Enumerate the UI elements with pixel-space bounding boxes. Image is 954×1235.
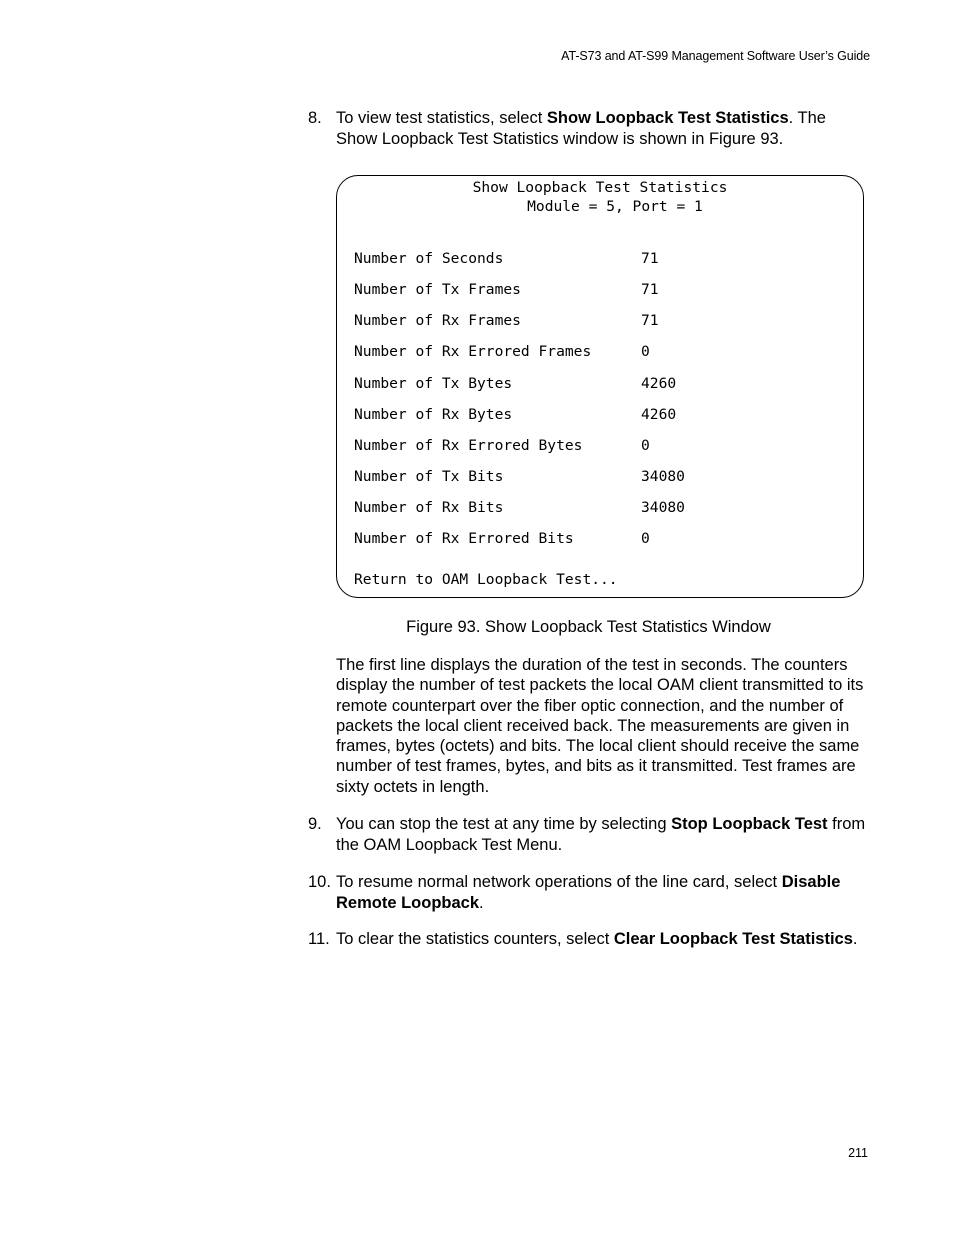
step-number: 9. [308, 815, 322, 833]
stat-value: 71 [641, 281, 659, 298]
page-number: 211 [848, 1146, 868, 1160]
stat-label: Number of Rx Errored Frames [354, 343, 592, 360]
step-number: 10. [308, 873, 331, 891]
step-text-pre: To view test statistics, select [336, 109, 547, 127]
step-text-post: . [852, 930, 858, 948]
stat-label: Number of Tx Frames [354, 281, 521, 298]
stat-value: 71 [641, 312, 659, 329]
step-text-post: from the OAM Loopback Test Menu. [336, 815, 866, 854]
stat-label: Number of Seconds [354, 250, 504, 267]
step-text-pre: To clear the statistics counters, select [336, 930, 614, 948]
stat-label: Number of Rx Bits [354, 499, 504, 516]
step-text-pre: You can stop the test at any time by selecting [336, 815, 672, 833]
step-bold-term: Show Loopback Test Statistics [546, 109, 789, 127]
step-text [336, 929, 868, 950]
stat-value: 4260 [641, 375, 677, 392]
stat-label: Number of Tx Bytes [354, 375, 513, 392]
step-number: 11. [308, 930, 330, 948]
return-menu-option[interactable]: Return to OAM Loopback Test... [354, 571, 618, 588]
stat-value: 34080 [641, 499, 685, 516]
stat-value: 0 [641, 437, 650, 454]
stat-value: 34080 [641, 468, 685, 485]
loopback-statistics-window [336, 175, 864, 598]
step-text-post: . [479, 893, 484, 912]
stat-value: 0 [641, 343, 650, 360]
window-title: Show Loopback Test Statistics [472, 179, 728, 196]
step-10 [308, 872, 868, 913]
stat-label: Number of Rx Bytes [354, 406, 513, 423]
step-11 [308, 929, 868, 950]
stat-label: Number of Rx Errored Bytes [354, 437, 583, 454]
step-8 [308, 108, 868, 149]
stat-value: 0 [641, 530, 650, 547]
step-text-pre: To resume normal network operations of the line card, select [336, 873, 782, 891]
step-bold-term: Clear Loopback Test Statistics [613, 930, 853, 948]
stat-value: 71 [641, 250, 659, 267]
step-bold-term: Stop Loopback Test [671, 815, 828, 833]
step-text [336, 814, 868, 855]
step-9 [308, 814, 868, 855]
step-text [336, 108, 868, 149]
stat-label: Number of Rx Frames [354, 312, 521, 329]
explanation-paragraph: The first line displays the duration of the test in seconds. The counters display the number of test packets the local OAM client transmitted to its remote counterpart over the fiber optic connection, and the number of packets the local client received back. The measurements are given in frames, bytes (octets) and bits. The local client should receive the same number of test frames, bytes, and bits as it transmitted. Test frames are sixty octets in length. [336, 656, 864, 796]
figure-caption: Figure 93. Show Loopback Test Statistics Window [406, 618, 771, 636]
stat-label: Number of Rx Errored Bits [354, 530, 574, 547]
stat-label: Number of Tx Bits [354, 468, 504, 485]
step-bold-term: Disable Remote Loopback [336, 873, 841, 912]
window-subtitle: Module = 5, Port = 1 [527, 198, 703, 215]
stat-value: 4260 [641, 406, 677, 423]
step-text [336, 872, 868, 913]
running-header: AT-S73 and AT-S99 Management Software User’s Guide [561, 49, 870, 63]
step-text-post: . The Show Loopback Test Statistics window is shown in Figure 93. [336, 109, 826, 148]
step-number: 8. [308, 109, 322, 127]
